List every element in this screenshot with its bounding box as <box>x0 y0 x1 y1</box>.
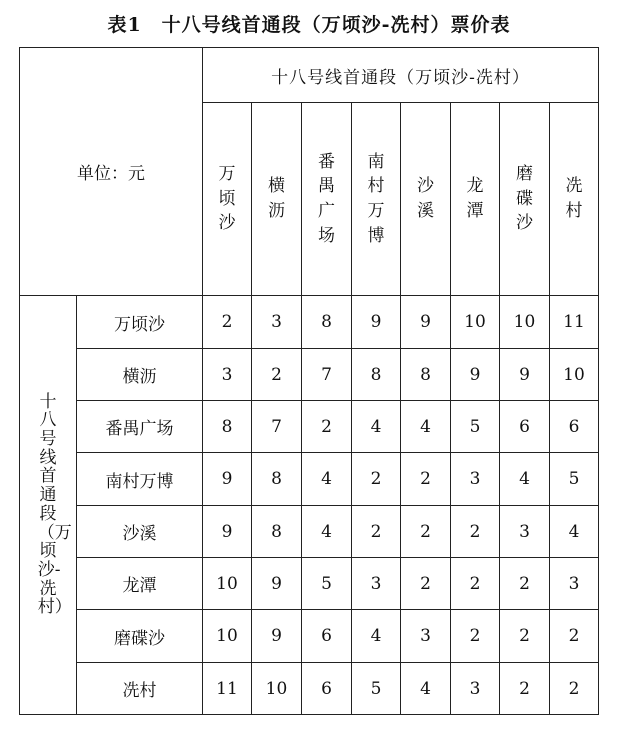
column-header-cell <box>203 103 252 296</box>
fare-value: 10 <box>464 312 486 332</box>
row-station-label: 南村万博 <box>105 471 174 492</box>
fare-cell <box>302 453 352 506</box>
fare-cell <box>500 401 550 453</box>
column-header-cell <box>302 103 352 296</box>
fare-cell <box>550 296 599 349</box>
fare-cell <box>500 349 550 401</box>
fare-cell <box>550 453 599 506</box>
fare-value: 5 <box>568 469 580 489</box>
table-caption <box>0 10 618 37</box>
fare-value: 9 <box>420 312 431 332</box>
line-header-label: 十八号线首通段（万顷沙-冼村） <box>271 67 530 88</box>
fare-cell <box>252 296 302 349</box>
fare-cell <box>203 349 252 401</box>
row-station-cell <box>77 558 203 610</box>
fare-value: 4 <box>420 416 431 437</box>
fare-value: 9 <box>469 364 481 385</box>
fare-value: 3 <box>271 312 282 332</box>
row-station-label: 龙潭 <box>122 576 157 596</box>
fare-cell <box>451 610 500 663</box>
column-header-label: 横沥 <box>267 176 285 221</box>
table-title: 十八号线首通段（万顷沙-冼村）票价表 <box>161 14 511 36</box>
fare-value: 9 <box>519 364 530 385</box>
row-station-cell <box>77 349 203 401</box>
column-header-label: 南村万博 <box>367 151 385 246</box>
row-station-label: 磨碟沙 <box>114 628 165 649</box>
fare-cell <box>401 453 451 506</box>
line-header-cell <box>203 48 599 103</box>
fare-cell <box>302 401 352 453</box>
fare-cell <box>252 663 302 715</box>
fare-value: 2 <box>321 416 332 437</box>
fare-value: 2 <box>420 573 431 594</box>
fare-value: 2 <box>519 573 530 594</box>
row-station-label: 万顷沙 <box>114 314 165 335</box>
row-station-label: 冼村 <box>122 681 157 701</box>
fare-cell <box>451 296 500 349</box>
fare-value: 5 <box>370 678 382 699</box>
row-station-label: 番禺广场 <box>105 419 174 439</box>
fare-cell <box>252 453 302 506</box>
row-station-cell <box>77 296 203 349</box>
column-header-cell <box>500 103 550 296</box>
fare-value: 6 <box>568 416 580 437</box>
fare-cell <box>352 349 401 401</box>
fare-cell <box>352 663 401 715</box>
fare-value: 8 <box>221 416 233 437</box>
fare-cell <box>500 663 550 715</box>
fare-cell <box>203 296 252 349</box>
row-station-cell <box>77 610 203 663</box>
fare-value: 9 <box>221 469 233 489</box>
fare-value: 6 <box>321 678 332 699</box>
fare-cell <box>500 610 550 663</box>
row-group-label: 十八号线首通段（万顷沙-冼村） <box>37 391 72 618</box>
table-row <box>20 610 599 663</box>
fare-cell <box>252 506 302 558</box>
fare-cell <box>401 610 451 663</box>
fare-value: 2 <box>271 364 282 385</box>
fare-cell <box>500 506 550 558</box>
fare-value: 2 <box>420 521 431 542</box>
fare-value: 4 <box>321 469 332 489</box>
fare-value: 7 <box>321 364 332 385</box>
column-header-label: 番禺广场 <box>317 151 335 246</box>
fare-table <box>19 47 599 715</box>
fare-value: 4 <box>568 521 580 542</box>
table-row <box>20 558 599 610</box>
fare-cell <box>302 663 352 715</box>
fare-value: 11 <box>563 312 585 332</box>
fare-value: 2 <box>469 573 481 594</box>
fare-value: 4 <box>519 469 530 489</box>
fare-value: 2 <box>519 678 530 699</box>
fare-cell <box>550 663 599 715</box>
row-station-cell <box>77 401 203 453</box>
fare-value: 2 <box>568 678 580 699</box>
fare-cell <box>550 349 599 401</box>
fare-cell <box>550 610 599 663</box>
fare-value: 2 <box>469 521 481 542</box>
fare-value: 2 <box>420 469 431 489</box>
fare-value: 9 <box>370 312 382 332</box>
fare-cell <box>451 663 500 715</box>
fare-value: 8 <box>321 312 332 332</box>
fare-cell <box>550 401 599 453</box>
fare-value: 5 <box>469 416 481 437</box>
fare-cell <box>352 610 401 663</box>
fare-value: 9 <box>221 521 233 542</box>
fare-value: 3 <box>469 469 481 489</box>
column-header-label: 沙溪 <box>416 176 434 221</box>
fare-value: 2 <box>519 626 530 646</box>
fare-value: 5 <box>321 573 332 594</box>
fare-cell <box>401 401 451 453</box>
fare-value: 2 <box>370 521 382 542</box>
fare-value: 10 <box>216 626 238 646</box>
fare-value: 10 <box>216 573 238 594</box>
fare-cell <box>203 610 252 663</box>
fare-cell <box>451 401 500 453</box>
row-group-cell <box>20 296 77 715</box>
unit-label: 单位：元 <box>77 164 145 184</box>
fare-cell <box>302 506 352 558</box>
fare-cell <box>401 506 451 558</box>
fare-value: 3 <box>469 678 481 699</box>
table-row <box>20 296 599 349</box>
column-header-label: 万顷沙 <box>218 164 236 234</box>
fare-cell <box>352 296 401 349</box>
column-header-label: 冼村 <box>565 176 583 221</box>
fare-value: 3 <box>519 521 530 542</box>
column-header-cell <box>252 103 302 296</box>
table-row <box>20 401 599 453</box>
fare-value: 2 <box>370 469 382 489</box>
fare-cell <box>252 610 302 663</box>
fare-cell <box>500 558 550 610</box>
fare-cell <box>401 663 451 715</box>
row-station-label: 横沥 <box>122 367 157 387</box>
fare-cell <box>451 558 500 610</box>
fare-value: 8 <box>271 469 282 489</box>
fare-value: 3 <box>420 626 431 646</box>
row-station-cell <box>77 506 203 558</box>
fare-value: 9 <box>271 626 282 646</box>
fare-cell <box>401 296 451 349</box>
table-row <box>20 349 599 401</box>
row-station-cell <box>77 453 203 506</box>
fare-cell <box>203 401 252 453</box>
fare-cell <box>352 453 401 506</box>
fare-cell <box>302 610 352 663</box>
fare-value: 7 <box>271 416 282 437</box>
fare-cell <box>401 558 451 610</box>
fare-value: 10 <box>265 678 288 699</box>
fare-cell <box>500 296 550 349</box>
column-header-cell <box>451 103 500 296</box>
table-row <box>20 663 599 715</box>
fare-value: 10 <box>563 364 585 385</box>
fare-value: 3 <box>221 364 233 385</box>
fare-value: 3 <box>568 573 580 594</box>
fare-value: 2 <box>568 626 580 646</box>
column-header-cell <box>401 103 451 296</box>
fare-cell <box>302 558 352 610</box>
row-station-cell <box>77 663 203 715</box>
fare-cell <box>203 663 252 715</box>
fare-value: 8 <box>271 521 282 542</box>
fare-cell <box>401 349 451 401</box>
fare-cell <box>252 558 302 610</box>
fare-value: 2 <box>221 312 233 332</box>
fare-value: 10 <box>513 312 536 332</box>
fare-cell <box>252 401 302 453</box>
table-row <box>20 506 599 558</box>
fare-value: 11 <box>216 678 238 699</box>
table-number: 表1 <box>107 14 142 36</box>
row-station-label: 沙溪 <box>122 524 157 544</box>
fare-value: 4 <box>420 678 431 699</box>
column-header-cell <box>352 103 401 296</box>
fare-value: 3 <box>370 573 382 594</box>
fare-cell <box>203 453 252 506</box>
fare-value: 6 <box>321 626 332 646</box>
fare-cell <box>302 349 352 401</box>
fare-cell <box>203 506 252 558</box>
fare-cell <box>550 558 599 610</box>
column-header-cell <box>550 103 599 296</box>
fare-cell <box>352 401 401 453</box>
fare-cell <box>252 349 302 401</box>
table-row <box>20 453 599 506</box>
fare-cell <box>352 506 401 558</box>
fare-cell <box>451 453 500 506</box>
fare-value: 6 <box>519 416 530 437</box>
fare-value: 2 <box>469 626 481 646</box>
fare-cell <box>203 558 252 610</box>
fare-cell <box>302 296 352 349</box>
fare-value: 4 <box>321 521 332 542</box>
unit-cell <box>20 48 203 296</box>
fare-cell <box>500 453 550 506</box>
fare-cell <box>352 558 401 610</box>
fare-cell <box>451 506 500 558</box>
fare-value: 4 <box>370 416 382 437</box>
fare-value: 9 <box>271 573 282 594</box>
fare-value: 8 <box>420 364 431 385</box>
fare-value: 8 <box>370 364 382 385</box>
fare-cell <box>550 506 599 558</box>
fare-value: 4 <box>370 626 382 646</box>
column-header-label: 龙潭 <box>466 176 484 221</box>
fare-cell <box>451 349 500 401</box>
column-header-label: 磨碟沙 <box>515 164 533 234</box>
